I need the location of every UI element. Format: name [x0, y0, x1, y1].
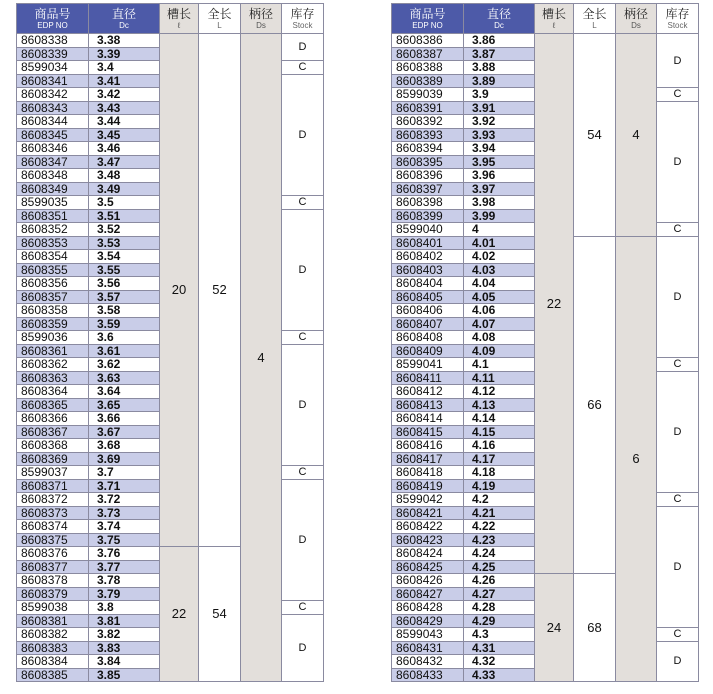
product-code-cell: 8608387 — [392, 47, 464, 61]
product-code-cell: 8608389 — [392, 74, 464, 88]
product-code-cell: 8608349 — [17, 182, 89, 196]
product-code-cell: 8608369 — [17, 452, 89, 466]
table-header — [17, 4, 324, 34]
product-code-cell: 8608397 — [392, 182, 464, 196]
diameter-cell: 4.2 — [464, 493, 535, 507]
product-code-cell: 8608378 — [17, 574, 89, 588]
right-spec-table — [391, 3, 699, 682]
diameter-cell: 4.01 — [464, 236, 535, 250]
diameter-cell: 4.13 — [464, 398, 535, 412]
diameter-cell: 3.82 — [89, 628, 160, 642]
product-code-cell: 8608366 — [17, 412, 89, 426]
diameter-cell: 3.56 — [89, 277, 160, 291]
product-code-cell: 8608374 — [17, 520, 89, 534]
diameter-cell: 3.76 — [89, 547, 160, 561]
overall-length-cell: 54 — [199, 547, 241, 682]
diameter-cell: 4.05 — [464, 290, 535, 304]
header-shank-diameter: 柄径 Ds — [616, 4, 657, 34]
diameter-cell: 3.96 — [464, 169, 535, 183]
overall-length-cell: 52 — [199, 34, 241, 547]
diameter-cell: 3.44 — [89, 115, 160, 129]
diameter-cell: 3.81 — [89, 614, 160, 628]
product-code-cell: 8608361 — [17, 344, 89, 358]
diameter-cell: 3.73 — [89, 506, 160, 520]
product-code-cell: 8608402 — [392, 250, 464, 264]
diameter-cell: 4.18 — [464, 466, 535, 480]
diameter-cell: 4.29 — [464, 614, 535, 628]
product-code-cell: 8608347 — [17, 155, 89, 169]
diameter-cell: 4.06 — [464, 304, 535, 318]
shank-diameter-cell: 4 — [241, 34, 282, 682]
product-code-cell: 8608429 — [392, 614, 464, 628]
table-header — [392, 4, 699, 34]
product-code-cell: 8608375 — [17, 533, 89, 547]
overall-length-cell: 54 — [574, 34, 616, 237]
diameter-cell: 4.28 — [464, 601, 535, 615]
product-code-cell: 8608363 — [17, 371, 89, 385]
product-code-cell: 8608425 — [392, 560, 464, 574]
product-code-cell: 8608382 — [17, 628, 89, 642]
stock-cell: D — [657, 101, 699, 223]
product-code-cell: 8608408 — [392, 331, 464, 345]
diameter-cell: 3.54 — [89, 250, 160, 264]
stock-cell: D — [282, 344, 324, 466]
product-code-cell: 8608423 — [392, 533, 464, 547]
product-code-cell: 8608417 — [392, 452, 464, 466]
diameter-cell: 3.93 — [464, 128, 535, 142]
flute-length-cell: 22 — [535, 34, 574, 574]
product-code-cell: 8608373 — [17, 506, 89, 520]
diameter-cell: 4.24 — [464, 547, 535, 561]
diameter-cell: 3.65 — [89, 398, 160, 412]
diameter-cell: 3.88 — [464, 61, 535, 75]
header-flute-length: 槽长 ℓ — [535, 4, 574, 34]
product-code-cell: 8608409 — [392, 344, 464, 358]
product-code-cell: 8608416 — [392, 439, 464, 453]
product-code-cell: 8599043 — [392, 628, 464, 642]
shank-diameter-cell: 4 — [616, 34, 657, 237]
diameter-cell: 3.53 — [89, 236, 160, 250]
left-spec-table — [16, 3, 324, 682]
product-code-cell: 8608341 — [17, 74, 89, 88]
product-code-cell: 8608368 — [17, 439, 89, 453]
product-code-cell: 8608343 — [17, 101, 89, 115]
product-code-cell: 8608362 — [17, 358, 89, 372]
product-code-cell: 8608401 — [392, 236, 464, 250]
product-code-cell: 8608352 — [17, 223, 89, 237]
header-flute-length: 槽长 ℓ — [160, 4, 199, 34]
stock-cell: D — [657, 236, 699, 358]
stock-cell: C — [282, 196, 324, 210]
product-code-cell: 8608365 — [17, 398, 89, 412]
product-code-cell: 8608345 — [17, 128, 89, 142]
product-code-cell: 8599037 — [17, 466, 89, 480]
product-code-cell: 8608381 — [17, 614, 89, 628]
diameter-cell: 4.17 — [464, 452, 535, 466]
product-code-cell: 8608405 — [392, 290, 464, 304]
diameter-cell: 4.12 — [464, 385, 535, 399]
product-code-cell: 8608415 — [392, 425, 464, 439]
product-code-cell: 8608419 — [392, 479, 464, 493]
stock-cell: C — [282, 601, 324, 615]
product-code-cell: 8608383 — [17, 641, 89, 655]
product-code-cell: 8608346 — [17, 142, 89, 156]
product-code-cell: 8608351 — [17, 209, 89, 223]
product-code-cell: 8599038 — [17, 601, 89, 615]
product-code-cell: 8608354 — [17, 250, 89, 264]
product-code-cell: 8608418 — [392, 466, 464, 480]
diameter-cell: 3.67 — [89, 425, 160, 439]
product-code-cell: 8608348 — [17, 169, 89, 183]
product-code-cell: 8608379 — [17, 587, 89, 601]
diameter-cell: 3.99 — [464, 209, 535, 223]
diameter-cell: 3.42 — [89, 88, 160, 102]
stock-cell: C — [282, 61, 324, 75]
product-code-cell: 8608421 — [392, 506, 464, 520]
diameter-cell: 3.47 — [89, 155, 160, 169]
diameter-cell: 3.59 — [89, 317, 160, 331]
stock-cell: D — [282, 34, 324, 61]
diameter-cell: 3.77 — [89, 560, 160, 574]
diameter-cell: 3.49 — [89, 182, 160, 196]
product-code-cell: 8608338 — [17, 34, 89, 48]
diameter-cell: 3.69 — [89, 452, 160, 466]
product-code-cell: 8608422 — [392, 520, 464, 534]
product-code-cell: 8608395 — [392, 155, 464, 169]
diameter-cell: 3.43 — [89, 101, 160, 115]
product-code-cell: 8608353 — [17, 236, 89, 250]
header-diameter: 直径 Dc — [89, 4, 160, 34]
header-overall-length: 全长 L — [574, 4, 616, 34]
product-code-cell: 8608424 — [392, 547, 464, 561]
diameter-cell: 4.15 — [464, 425, 535, 439]
diameter-cell: 4.03 — [464, 263, 535, 277]
stock-cell: C — [282, 466, 324, 480]
product-code-cell: 8608384 — [17, 655, 89, 669]
product-code-cell: 8608392 — [392, 115, 464, 129]
product-code-cell: 8608356 — [17, 277, 89, 291]
diameter-cell: 3.39 — [89, 47, 160, 61]
diameter-cell: 3.74 — [89, 520, 160, 534]
diameter-cell: 4.25 — [464, 560, 535, 574]
diameter-cell: 4.1 — [464, 358, 535, 372]
diameter-cell: 4 — [464, 223, 535, 237]
diameter-cell: 3.83 — [89, 641, 160, 655]
diameter-cell: 3.4 — [89, 61, 160, 75]
stock-cell: C — [282, 331, 324, 345]
diameter-cell: 3.98 — [464, 196, 535, 210]
diameter-cell: 3.51 — [89, 209, 160, 223]
product-code-cell: 8608388 — [392, 61, 464, 75]
product-code-cell: 8608358 — [17, 304, 89, 318]
diameter-cell: 3.52 — [89, 223, 160, 237]
product-code-cell: 8608413 — [392, 398, 464, 412]
diameter-cell: 3.72 — [89, 493, 160, 507]
header-shank-diameter: 柄径 Ds — [241, 4, 282, 34]
shank-diameter-cell: 6 — [616, 236, 657, 682]
header-stock: 库存 Stock — [282, 4, 324, 34]
diameter-cell: 3.84 — [89, 655, 160, 669]
diameter-cell: 3.8 — [89, 601, 160, 615]
product-code-cell: 8608428 — [392, 601, 464, 615]
flute-length-cell: 22 — [160, 547, 199, 682]
product-code-cell: 8608404 — [392, 277, 464, 291]
diameter-cell: 3.57 — [89, 290, 160, 304]
product-code-cell: 8608394 — [392, 142, 464, 156]
stock-cell: D — [657, 371, 699, 493]
product-code-cell: 8608393 — [392, 128, 464, 142]
stock-cell: D — [282, 74, 324, 196]
product-code-cell: 8608371 — [17, 479, 89, 493]
product-code-cell: 8608406 — [392, 304, 464, 318]
header-product-code: 商品号 EDP NO — [17, 4, 89, 34]
product-code-cell: 8608342 — [17, 88, 89, 102]
product-code-cell: 8608396 — [392, 169, 464, 183]
product-code-cell: 8599039 — [392, 88, 464, 102]
diameter-cell: 4.27 — [464, 587, 535, 601]
diameter-cell: 3.71 — [89, 479, 160, 493]
diameter-cell: 4.19 — [464, 479, 535, 493]
flute-length-cell: 20 — [160, 34, 199, 547]
header-product-code: 商品号 EDP NO — [392, 4, 464, 34]
product-code-cell: 8608427 — [392, 587, 464, 601]
product-code-cell: 8608433 — [392, 668, 464, 682]
product-code-cell: 8599034 — [17, 61, 89, 75]
diameter-cell: 3.85 — [89, 668, 160, 682]
product-code-cell: 8608399 — [392, 209, 464, 223]
diameter-cell: 4.33 — [464, 668, 535, 682]
table-row — [392, 34, 699, 48]
product-code-cell: 8608414 — [392, 412, 464, 426]
diameter-cell: 4.16 — [464, 439, 535, 453]
diameter-cell: 4.11 — [464, 371, 535, 385]
product-code-cell: 8608357 — [17, 290, 89, 304]
diameter-cell: 3.5 — [89, 196, 160, 210]
header-stock: 库存 Stock — [657, 4, 699, 34]
product-code-cell: 8608359 — [17, 317, 89, 331]
flute-length-cell: 24 — [535, 574, 574, 682]
diameter-cell: 3.38 — [89, 34, 160, 48]
product-code-cell: 8608344 — [17, 115, 89, 129]
diameter-cell: 4.04 — [464, 277, 535, 291]
product-code-cell: 8608391 — [392, 101, 464, 115]
diameter-cell: 3.46 — [89, 142, 160, 156]
product-code-cell: 8608367 — [17, 425, 89, 439]
header-diameter: 直径 Dc — [464, 4, 535, 34]
diameter-cell: 3.95 — [464, 155, 535, 169]
diameter-cell: 3.66 — [89, 412, 160, 426]
stock-cell: D — [657, 34, 699, 88]
diameter-cell: 4.22 — [464, 520, 535, 534]
diameter-cell: 3.45 — [89, 128, 160, 142]
product-code-cell: 8599041 — [392, 358, 464, 372]
diameter-cell: 3.55 — [89, 263, 160, 277]
product-code-cell: 8608412 — [392, 385, 464, 399]
diameter-cell: 4.3 — [464, 628, 535, 642]
diameter-cell: 3.94 — [464, 142, 535, 156]
stock-cell: D — [282, 614, 324, 682]
stock-cell: C — [657, 88, 699, 102]
product-code-cell: 8608411 — [392, 371, 464, 385]
stock-cell: C — [657, 358, 699, 372]
product-code-cell: 8608407 — [392, 317, 464, 331]
diameter-cell: 4.26 — [464, 574, 535, 588]
stock-cell: C — [657, 223, 699, 237]
diameter-cell: 3.79 — [89, 587, 160, 601]
diameter-cell: 3.68 — [89, 439, 160, 453]
product-code-cell: 8608432 — [392, 655, 464, 669]
product-code-cell: 8608355 — [17, 263, 89, 277]
diameter-cell: 4.09 — [464, 344, 535, 358]
diameter-cell: 4.07 — [464, 317, 535, 331]
product-code-cell: 8608426 — [392, 574, 464, 588]
stock-cell: C — [657, 493, 699, 507]
diameter-cell: 3.63 — [89, 371, 160, 385]
product-code-cell: 8608364 — [17, 385, 89, 399]
diameter-cell: 3.6 — [89, 331, 160, 345]
product-code-cell: 8599035 — [17, 196, 89, 210]
diameter-cell: 3.9 — [464, 88, 535, 102]
diameter-cell: 3.91 — [464, 101, 535, 115]
product-code-cell: 8608431 — [392, 641, 464, 655]
diameter-cell: 3.75 — [89, 533, 160, 547]
diameter-cell: 3.7 — [89, 466, 160, 480]
diameter-cell: 3.64 — [89, 385, 160, 399]
product-code-cell: 8599042 — [392, 493, 464, 507]
diameter-cell: 4.02 — [464, 250, 535, 264]
diameter-cell: 4.14 — [464, 412, 535, 426]
diameter-cell: 3.97 — [464, 182, 535, 196]
product-code-cell: 8599036 — [17, 331, 89, 345]
diameter-cell: 3.87 — [464, 47, 535, 61]
product-code-cell: 8608377 — [17, 560, 89, 574]
diameter-cell: 3.41 — [89, 74, 160, 88]
stock-cell: D — [282, 479, 324, 601]
product-code-cell: 8608386 — [392, 34, 464, 48]
product-code-cell: 8608339 — [17, 47, 89, 61]
diameter-cell: 3.89 — [464, 74, 535, 88]
product-code-cell: 8599040 — [392, 223, 464, 237]
diameter-cell: 3.86 — [464, 34, 535, 48]
product-code-cell: 8608372 — [17, 493, 89, 507]
product-code-cell: 8608376 — [17, 547, 89, 561]
diameter-cell: 4.32 — [464, 655, 535, 669]
diameter-cell: 3.58 — [89, 304, 160, 318]
product-code-cell: 8608385 — [17, 668, 89, 682]
stock-cell: C — [657, 628, 699, 642]
overall-length-cell: 68 — [574, 574, 616, 682]
diameter-cell: 3.78 — [89, 574, 160, 588]
diameter-cell: 4.31 — [464, 641, 535, 655]
stock-cell: D — [282, 209, 324, 331]
diameter-cell: 4.08 — [464, 331, 535, 345]
table-row — [17, 34, 324, 48]
diameter-cell: 3.92 — [464, 115, 535, 129]
overall-length-cell: 66 — [574, 236, 616, 574]
diameter-cell: 4.23 — [464, 533, 535, 547]
diameter-cell: 3.48 — [89, 169, 160, 183]
product-code-cell: 8608398 — [392, 196, 464, 210]
diameter-cell: 4.21 — [464, 506, 535, 520]
stock-cell: D — [657, 641, 699, 682]
product-code-cell: 8608403 — [392, 263, 464, 277]
diameter-cell: 3.62 — [89, 358, 160, 372]
stock-cell: D — [657, 506, 699, 628]
diameter-cell: 3.61 — [89, 344, 160, 358]
header-overall-length: 全长 L — [199, 4, 241, 34]
